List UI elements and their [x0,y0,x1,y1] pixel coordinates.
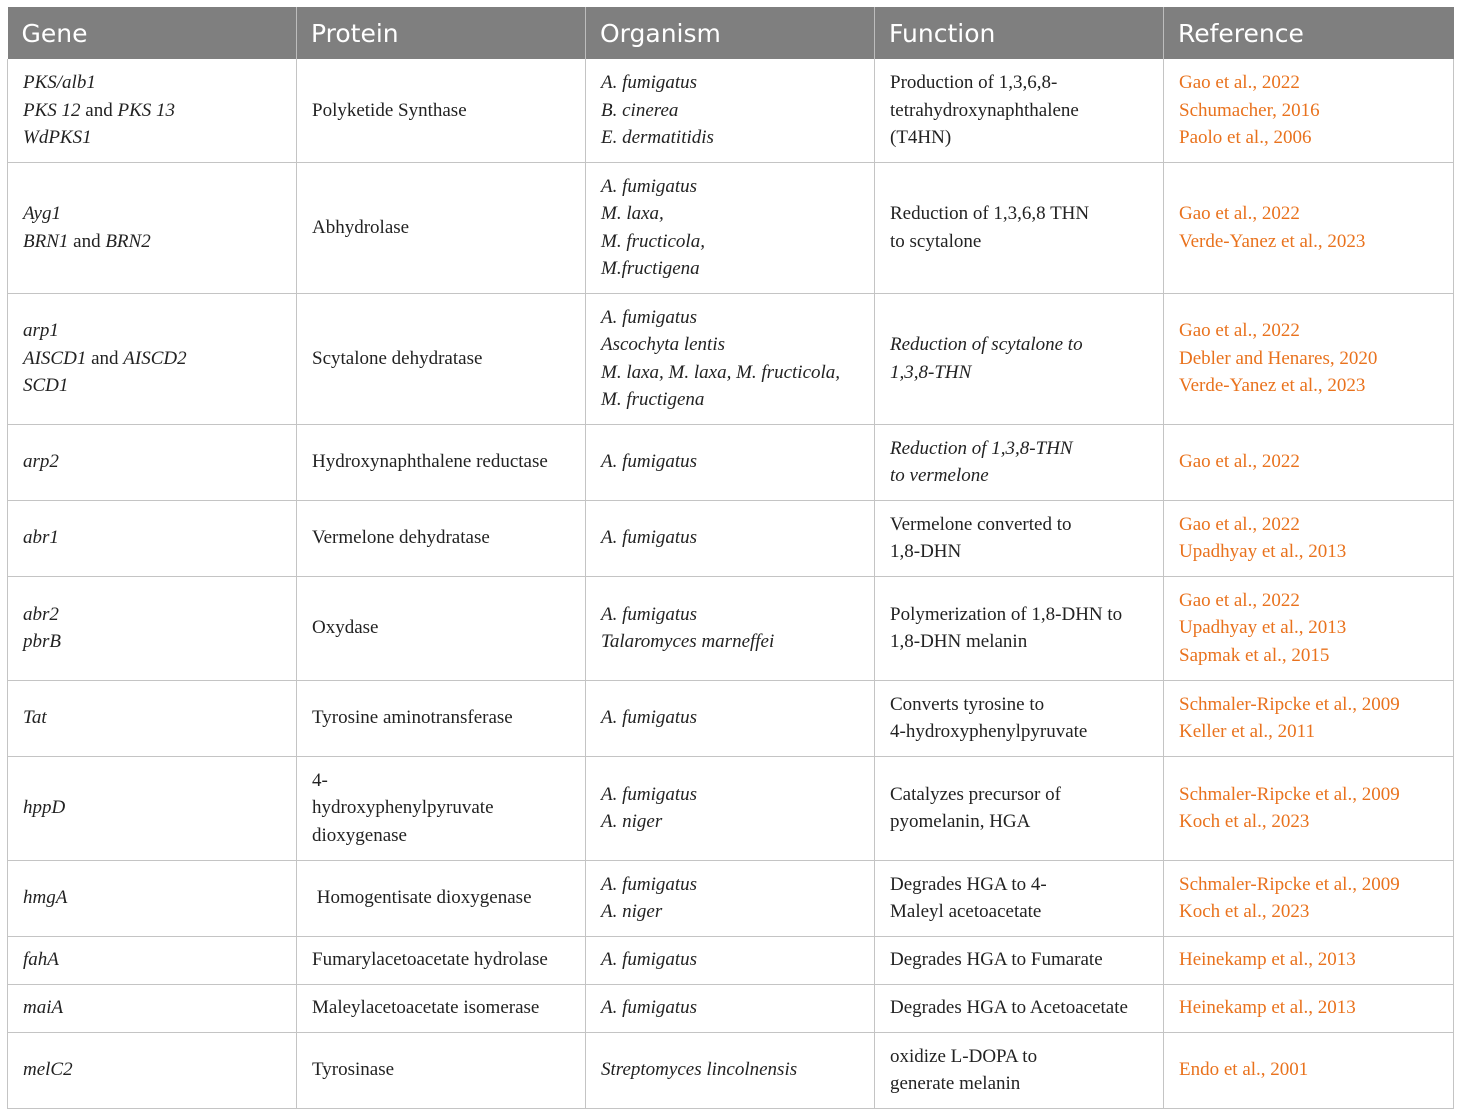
organism-name: A. fumigatus [601,949,698,971]
protein-name: Scytalone dehydratase [312,347,483,369]
gene-name: fahA [23,949,59,971]
header-function: Function [875,7,1164,59]
protein-name: Fumarylacetoacetate hydrolase [312,949,548,971]
function-line: Degrades HGA to 4- [890,873,1047,895]
gene-name: arp2 [23,451,59,473]
gene-name: PKS/alb1 [23,72,96,93]
gene-name: AISCD1 [23,347,87,369]
reference-link[interactable]: Verde-Yanez et al., 2023 [1179,230,1366,252]
gene-line [23,448,288,476]
cell-organism [586,500,875,576]
organism-name: A. fumigatus [601,527,698,549]
gene-name: Ayg1 [23,203,61,224]
cell-reference [1164,500,1454,576]
cell-organism [586,680,875,756]
gene-name: abr2 [23,603,59,625]
gene-line [23,69,288,97]
cell-reference [1164,680,1454,756]
protein-name: Maleylacetoacetate isomerase [312,997,540,1019]
gene-table [7,7,1454,1109]
gene-line [23,124,288,152]
gene-line [23,601,288,629]
protein-name: Oxydase [312,617,379,639]
gene-name: Tat [23,707,47,729]
cell-gene [8,756,297,860]
table-row [8,756,1454,860]
protein-line: dioxygenase [312,824,407,846]
function-line: to vermelone [890,465,989,486]
cell-gene [8,162,297,293]
gene-line [23,884,288,912]
cell-function [875,680,1164,756]
organism-name: A. fumigatus [601,997,698,1019]
cell-protein [297,984,586,1032]
reference-link[interactable]: Schmaler-Ripcke et al., 2009 [1179,693,1400,715]
cell-gene [8,1032,297,1108]
cell-function [875,860,1164,936]
cell-gene [8,984,297,1032]
function-line: oxidize L-DOPA to [890,1045,1038,1067]
gene-line [23,97,288,125]
cell-reference [1164,984,1454,1032]
reference-link[interactable]: Heinekamp et al., 2013 [1179,997,1356,1019]
table-row [8,936,1454,984]
organism-name: A. niger [601,901,663,922]
gene-name: BRN2 [105,230,151,252]
cell-protein [297,860,586,936]
reference-link[interactable]: Gao et al., 2022 [1179,451,1300,473]
reference-link[interactable]: Schmaler-Ripcke et al., 2009 [1179,783,1400,805]
gene-line [23,524,288,552]
organism-name: A. fumigatus [601,873,698,895]
gene-line [23,946,288,974]
cell-reference [1164,424,1454,500]
function-line: Maleyl acetoacetate [890,901,1042,922]
cell-protein [297,936,586,984]
table-row [8,860,1454,936]
cell-protein [297,162,586,293]
table-row [8,59,1454,162]
organism-name: A. fumigatus [601,306,698,328]
cell-protein [297,293,586,424]
reference-link[interactable]: Gao et al., 2022 [1179,589,1300,611]
reference-link[interactable]: Sapmak et al., 2015 [1179,644,1330,666]
cell-reference [1164,860,1454,936]
organism-name: A. fumigatus [601,707,698,729]
gene-name: hppD [23,797,66,819]
cell-reference [1164,1032,1454,1108]
table-row [8,293,1454,424]
cell-reference [1164,293,1454,424]
reference-link[interactable]: Upadhyay et al., 2013 [1179,617,1347,639]
cell-protein [297,756,586,860]
organism-name: A. fumigatus [601,175,698,197]
cell-organism [586,424,875,500]
cell-function [875,756,1164,860]
reference-link[interactable]: Paolo et al., 2006 [1179,127,1312,148]
organism-name: E. dermatitidis [601,127,714,148]
cell-reference [1164,756,1454,860]
gene-name: PKS 13 [117,99,175,121]
cell-organism [586,59,875,162]
organism-name: B. cinerea [601,99,679,121]
cell-gene [8,59,297,162]
cell-organism [586,860,875,936]
cell-organism [586,576,875,680]
organism-name: A. niger [601,811,663,832]
cell-function [875,293,1164,424]
function-line: Production of 1,3,6,8- [890,72,1058,93]
table-row [8,1032,1454,1108]
header-protein: Protein [297,7,586,59]
organism-name: A. fumigatus [601,451,698,473]
cell-organism [586,1032,875,1108]
organism-name: Streptomyces lincolnensis [601,1059,798,1081]
gene-name: maiA [23,997,64,1019]
cell-protein [297,424,586,500]
function-line: generate melanin [890,1073,1021,1094]
organism-name: M.fructigena [601,258,700,279]
gene-name: SCD1 [23,375,69,397]
cell-protein [297,576,586,680]
function-line: tetrahydroxynaphthalene [890,99,1079,121]
gene-name: arp1 [23,320,59,342]
cell-gene [8,424,297,500]
cell-gene [8,680,297,756]
cell-protein [297,680,586,756]
table-header [8,7,1454,59]
protein-line: 4- [312,769,328,791]
table-container [7,7,1453,1109]
gene-connector: and [80,99,118,121]
gene-name: hmgA [23,887,68,909]
cell-organism [586,293,875,424]
cell-protein [297,1032,586,1108]
header-reference: Reference [1164,7,1454,59]
table-row [8,424,1454,500]
reference-link[interactable]: Gao et al., 2022 [1179,320,1300,342]
protein-name: Homogentisate dioxygenase [312,887,532,909]
header-organism: Organism [586,7,875,59]
reference-link[interactable]: Schumacher, 2016 [1179,99,1320,121]
cell-function [875,500,1164,576]
table-row [8,984,1454,1032]
function-line: Reduction of 1,3,6,8 THN [890,203,1090,224]
header-gene: Gene [8,7,297,59]
cell-gene [8,576,297,680]
gene-name: pbrB [23,631,61,652]
function-line: Polymerization of 1,8-DHN to [890,603,1123,625]
function-line: to scytalone [890,230,982,252]
cell-reference [1164,936,1454,984]
cell-function [875,936,1164,984]
function-line: Reduction of 1,3,8-THN [890,437,1073,459]
reference-link[interactable]: Gao et al., 2022 [1179,72,1300,93]
protein-name: Polyketide Synthase [312,99,467,121]
cell-reference [1164,162,1454,293]
table-row [8,162,1454,293]
protein-name: Abhydrolase [312,216,410,238]
protein-name: Tyrosinase [312,1059,395,1081]
function-line: Catalyzes precursor of [890,783,1061,805]
function-line: 4-hydroxyphenylpyruvate [890,721,1088,742]
cell-reference [1164,576,1454,680]
reference-link[interactable]: Schmaler-Ripcke et al., 2009 [1179,873,1400,895]
cell-function [875,984,1164,1032]
reference-link[interactable]: Gao et al., 2022 [1179,203,1300,224]
organism-name: Talaromyces marneffei [601,631,775,652]
gene-line [23,628,288,656]
protein-name: Tyrosine aminotransferase [312,707,513,729]
reference-link[interactable]: Heinekamp et al., 2013 [1179,949,1356,971]
function-line: Converts tyrosine to [890,693,1045,715]
gene-line [23,372,288,400]
cell-organism [586,756,875,860]
gene-line [23,994,288,1022]
gene-name: AISCD2 [123,347,187,369]
reference-link[interactable]: Debler and Henares, 2020 [1179,347,1378,369]
reference-link[interactable]: Endo et al., 2001 [1179,1059,1309,1081]
cell-function [875,59,1164,162]
organism-name: M. fructigena [601,389,705,410]
gene-name: BRN1 [23,230,69,252]
organism-name: M. laxa, [601,203,664,224]
organism-name: M. laxa, M. laxa, M. fructicola, [601,361,841,383]
function-line: (T4HN) [890,127,952,148]
cell-function [875,424,1164,500]
reference-link[interactable]: Koch et al., 2023 [1179,901,1310,922]
gene-line [23,794,288,822]
cell-reference [1164,59,1454,162]
gene-line [23,228,288,256]
function-line: 1,8-DHN melanin [890,631,1028,652]
gene-name: abr1 [23,527,59,549]
table-body [8,59,1454,1108]
cell-gene [8,860,297,936]
cell-gene [8,500,297,576]
cell-organism [586,936,875,984]
gene-line [23,200,288,228]
cell-protein [297,500,586,576]
reference-link[interactable]: Gao et al., 2022 [1179,513,1300,535]
gene-line [23,704,288,732]
cell-function [875,1032,1164,1108]
protein-name: Hydroxynaphthalene reductase [312,451,548,473]
gene-name: melC2 [23,1059,73,1081]
header-row [8,7,1454,59]
cell-organism [586,984,875,1032]
function-line: 1,3,8-THN [890,361,972,383]
cell-function [875,576,1164,680]
gene-line [23,1056,288,1084]
function-line: Degrades HGA to Acetoacetate [890,997,1128,1019]
table-row [8,576,1454,680]
organism-name: A. fumigatus [601,783,698,805]
gene-line [23,345,288,373]
cell-gene [8,936,297,984]
table-row [8,680,1454,756]
gene-name: WdPKS1 [23,127,92,148]
function-line: pyomelanin, HGA [890,811,1031,832]
gene-line [23,317,288,345]
organism-name: A. fumigatus [601,72,698,93]
protein-name: Vermelone dehydratase [312,527,490,549]
function-line: Degrades HGA to Fumarate [890,949,1103,971]
reference-link[interactable]: Keller et al., 2011 [1179,721,1315,742]
reference-link[interactable]: Verde-Yanez et al., 2023 [1179,375,1366,397]
organism-name: M. fructicola, [601,230,705,252]
gene-name: PKS 12 [23,99,81,121]
organism-name: Ascochyta lentis [601,334,725,355]
cell-organism [586,162,875,293]
function-line: Reduction of scytalone to [890,334,1083,355]
protein-line: hydroxyphenylpyruvate [312,797,494,819]
cell-protein [297,59,586,162]
table-row [8,500,1454,576]
reference-link[interactable]: Koch et al., 2023 [1179,811,1310,832]
reference-link[interactable]: Upadhyay et al., 2013 [1179,541,1347,562]
organism-name: A. fumigatus [601,603,698,625]
function-line: 1,8-DHN [890,541,962,562]
gene-connector: and [86,347,124,369]
cell-gene [8,293,297,424]
cell-function [875,162,1164,293]
gene-connector: and [68,230,106,252]
function-line: Vermelone converted to [890,513,1072,535]
